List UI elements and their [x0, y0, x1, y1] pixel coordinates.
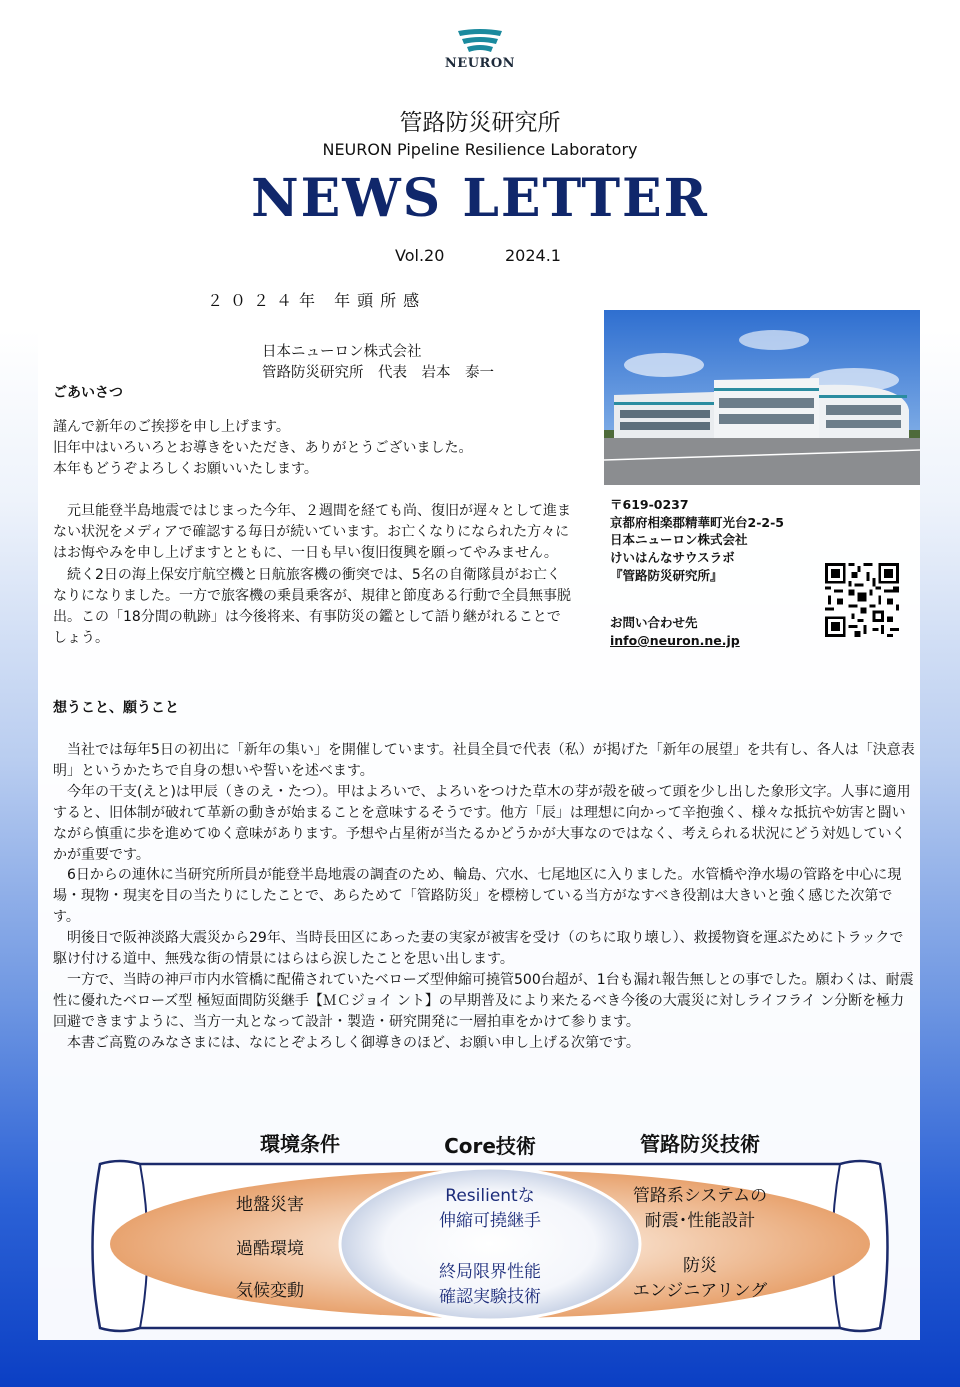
- paragraph: 当社では毎年5日の初出に「新年の集い」を開催しています。社員全員で代表（私）が掲げた「新年の展望」を共有し、各人は「決意表明」というかたちで自身の想いや誓いを述べます。: [53, 742, 915, 779]
- right-line: 耐震･性能設計: [644, 1211, 756, 1231]
- paragraph: 6日からの連休に当研究所所員が能登半島地震の調査のため、輪島、穴水、七尾地区に入りました。水管橋や浄水場の管路を中心に現場・現物・現実を目の当たりにしたことで、あらためて「管路防災」を標榜している当方がなすべき役割は大きいと強く感じた次第です。: [53, 867, 902, 926]
- building-illustration: [604, 310, 920, 485]
- paragraph: 続く2日の海上保安庁航空機と日航旅客機の衝突では、5名の自衛隊員がお亡くなりになりました。一方で旅客機の乗員乗客が、規律と節度ある行動で全員無事脱出。この「18分間の軌跡」は今後将来、有事防災の鑑として語り継がれることでしょう。: [53, 566, 571, 647]
- technology-diagram: [80, 1118, 900, 1340]
- right-line: 管路系システムの: [632, 1186, 768, 1206]
- neuron-logo-mark-icon: [456, 28, 504, 54]
- article-body-main: [53, 740, 915, 1054]
- volume-number: Vol.20: [395, 246, 445, 265]
- core-line: Resilientな: [445, 1186, 535, 1206]
- address-lab: けいはんなサウスラボ: [610, 550, 735, 566]
- newsletter-heading: NEWS LETTER: [251, 168, 709, 229]
- diagram-center-heading: Core技術: [444, 1134, 536, 1158]
- address-line: 京都府相楽郡精華町光台2-2-5: [610, 514, 784, 530]
- core-line: 伸縮可撓継手: [439, 1211, 541, 1231]
- title-english: NEURON Pipeline Resilience Laboratory: [322, 140, 638, 159]
- contact-email-link[interactable]: info@neuron.ne.jp: [610, 633, 740, 648]
- right-line: エンジニアリング: [632, 1281, 768, 1301]
- article-title: ２０２４年 年頭所感: [207, 291, 427, 310]
- paragraph: 今年の干支(えと)は甲辰（きのえ・たつ）。甲はよろいで、よろいをつけた草木の芽が殻を破って頭を少し出した象形文字。人事に適用すると、旧体制が破れて革新の動きが始まることを意味するそうです。他方「辰」は理想に向かって辛抱強く、様々な抵抗や妨害と闘いながら慎重に歩を進めてゆく意味があります。予想や占星術が当たるかどうかが大事なのではなく、考えられる状況にどう対処していく かが重要です。: [53, 783, 911, 863]
- diagram-right-heading: 管路防災技術: [640, 1132, 760, 1156]
- greeting-line: 旧年中はいろいろとお導きをいただき、ありがとうございました。: [53, 440, 473, 456]
- wish-heading: 想うこと、願うこと: [53, 700, 179, 716]
- neuron-logo: [429, 22, 531, 76]
- paragraph: 一方で、当時の神戸市内水管橋に配備されていたベローズ型伸縮可撓管500台超が、1台も漏れ報告無しとの事でした。願わくは、耐震性に優れたベローズ型 極短面間防災継手【ＭＣジョイ ント】の早期普及により来たるべき今後の大震災に対しライフライ ン分断を極力回避できますように、当方一丸となって設計・製造・研究開発に一層拍車をかけて参ります。: [53, 971, 914, 1030]
- greeting-heading: ごあいさつ: [53, 385, 123, 401]
- core-line: 終局限界性能: [439, 1262, 541, 1282]
- diagram-right-top: [600, 1184, 800, 1234]
- diagram-right-bottom: [600, 1254, 800, 1304]
- core-line: 確認実験技術: [439, 1287, 541, 1307]
- greeting-text: [53, 417, 593, 480]
- logo-text: NEURON: [444, 56, 516, 71]
- address-block: [610, 496, 784, 585]
- contact-label: お問い合わせ先: [610, 615, 698, 630]
- greeting-line: 本年もどうぞよろしくお願いいたします。: [53, 461, 318, 477]
- diagram-left-item: 地盤災害: [236, 1195, 304, 1215]
- article-body-intro: [53, 501, 573, 649]
- paragraph: 本書ご高覧のみなさまには、なにとぞよろしく御導きのほど、お願い申し上げる次第です。: [67, 1034, 640, 1051]
- diagram-core-bottom: [380, 1260, 600, 1310]
- qr-code-icon[interactable]: [825, 563, 899, 637]
- author-name: 管路防災研究所 代表 岩本 泰一: [262, 365, 494, 381]
- title-japanese: 管路防災研究所: [399, 110, 561, 136]
- diagram-left-heading: 環境条件: [260, 1132, 340, 1156]
- address-institute: 『管路防災研究所』: [610, 567, 723, 583]
- right-line: 防災: [683, 1256, 717, 1276]
- address-company: 日本ニューロン株式会社: [610, 532, 748, 548]
- paragraph: 元旦能登半島地震ではじまった今年、２週間を経ても尚、復旧が遅々として進まない状況をメディアで確認する毎日が続いています。お亡くなりになられた方々にはお悔やみを申し上げますとともに、一日も早い復旧復興を願ってやみません。: [53, 503, 571, 562]
- paragraph: 明後日で阪神淡路大震災から29年、当時長田区にあった妻の実家が被害を受け（のちに取り壊し）、救援物資を運ぶためにトラックで駆け付ける道中、無残な街の情景にはらはら涙したことを思い出します。: [53, 930, 904, 968]
- diagram-left-item: 気候変動: [236, 1281, 304, 1301]
- diagram-core-top: [380, 1184, 600, 1234]
- greeting-line: 謹んで新年のご挨拶を申し上げます。: [53, 419, 290, 435]
- laboratory-building-photo: [604, 310, 920, 485]
- diagram-left-item: 過酷環境: [236, 1239, 304, 1259]
- author-company: 日本ニューロン株式会社: [262, 344, 422, 360]
- issue-date: 2024.1: [505, 246, 561, 265]
- postal-code: 〒619-0237: [610, 497, 689, 512]
